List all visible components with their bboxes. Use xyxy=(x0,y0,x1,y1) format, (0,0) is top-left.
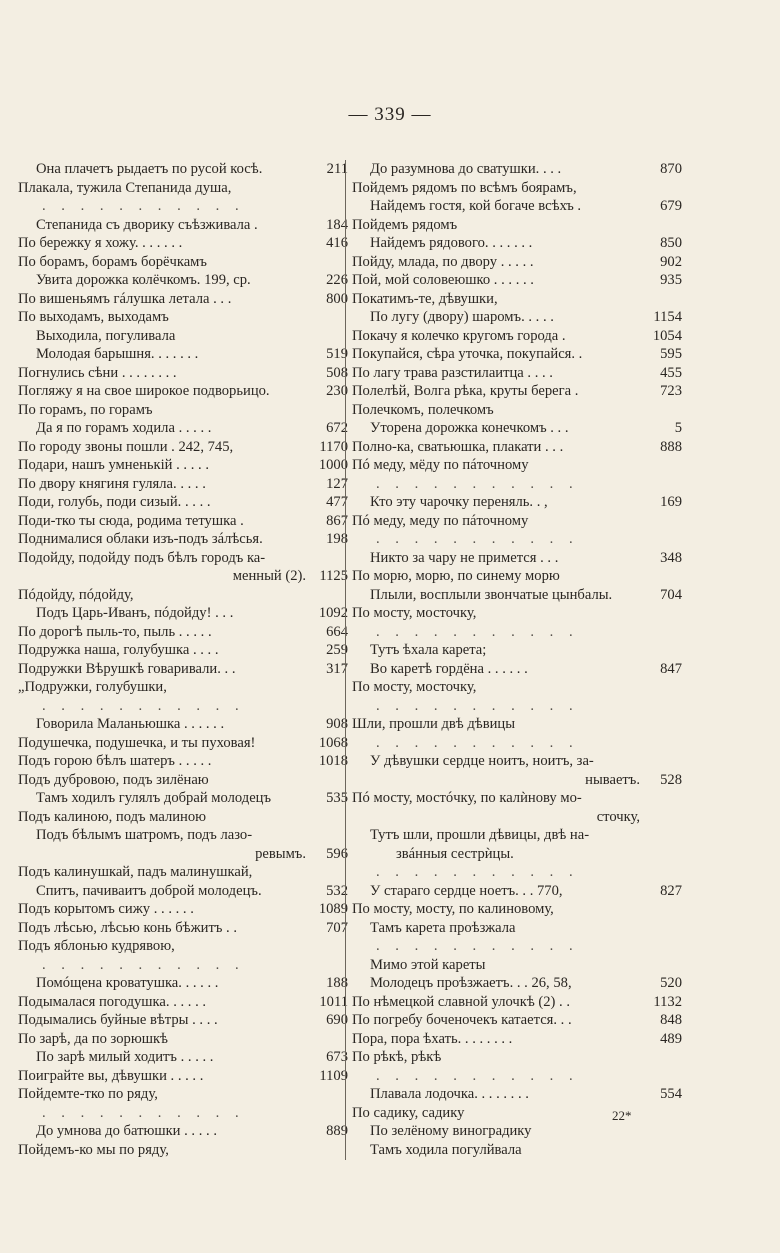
entry-number: 690 xyxy=(326,1012,348,1028)
index-entry xyxy=(18,789,348,808)
index-entry xyxy=(352,475,682,494)
entry-text: Молодая барышня. . . . . . . xyxy=(36,346,199,362)
entry-text: Тамъ ходилъ гулялъ добрай молодецъ xyxy=(36,790,272,806)
index-entry xyxy=(352,641,682,660)
entry-number: 226 xyxy=(326,272,348,288)
entry-number: 416 xyxy=(326,235,348,251)
index-entry xyxy=(18,456,348,475)
entry-text: Найдемъ рядового. . . . . . . xyxy=(370,235,533,251)
entry-text: Тамъ карета проѣзжала xyxy=(370,919,516,936)
index-entry xyxy=(352,290,682,309)
index-column-right xyxy=(352,160,682,1159)
entry-number: 1068 xyxy=(318,734,348,751)
entry-text: Подружка наша, голубушка . . . . xyxy=(18,642,219,658)
entry-number: 673 xyxy=(326,1049,348,1065)
entry-number: 317 xyxy=(326,660,348,677)
entry-number: 489 xyxy=(660,1030,682,1047)
index-column-left xyxy=(18,160,348,1159)
entry-text: Подари, нашъ умненькій . . . . . xyxy=(18,457,209,473)
index-entry xyxy=(352,863,682,882)
entry-number: 198 xyxy=(326,531,348,547)
entry-number: 259 xyxy=(326,642,348,658)
entry-number: 1018 xyxy=(318,753,348,769)
index-entry xyxy=(18,308,348,327)
entry-text: Поднималися облаки изъ-подъ зáлѣсья. xyxy=(18,531,263,547)
index-entry xyxy=(18,179,348,198)
index-entry xyxy=(18,382,348,401)
index-entry xyxy=(18,752,348,771)
index-entry xyxy=(352,586,682,605)
index-entry xyxy=(18,401,348,420)
entry-text: Пой, мой соловеюшко . . . . . . xyxy=(352,272,534,288)
entry-number: 520 xyxy=(660,975,682,991)
entry-text: По мосту, мосточку, xyxy=(352,679,477,695)
entry-text: Пойдемъ рядомъ по всѣмъ боярамъ, xyxy=(352,179,577,196)
entry-number: 679 xyxy=(660,198,682,214)
entry-text: Кто эту чарочку переняль. . , xyxy=(370,494,548,510)
index-entry xyxy=(18,364,348,383)
entry-number: 348 xyxy=(660,549,682,566)
index-entry xyxy=(352,882,682,901)
entry-number: 847 xyxy=(660,660,682,677)
entry-number: 1125 xyxy=(319,568,348,584)
entry-text: Поди-тко ты сюда, родима тетушка . xyxy=(18,512,244,529)
entry-text: . . . . . . . . . . . xyxy=(42,1104,245,1121)
entry-number: 230 xyxy=(326,383,348,399)
entry-number: 704 xyxy=(660,586,682,603)
entry-text: Подъ корытомъ сижу . . . . . . xyxy=(18,901,194,917)
entry-text: Покатимъ-те, дѣвушки, xyxy=(352,290,498,307)
index-entry xyxy=(352,604,682,623)
index-entry xyxy=(18,1141,348,1160)
index-entry xyxy=(352,623,682,642)
index-entry xyxy=(352,345,682,364)
entry-text: Говорила Маланьюшка . . . . . . xyxy=(36,716,225,732)
index-entry xyxy=(18,438,348,457)
index-entry xyxy=(352,919,682,938)
index-entry xyxy=(18,641,348,660)
index-entry xyxy=(18,993,348,1012)
index-entry xyxy=(352,197,682,216)
index-entry xyxy=(18,216,348,235)
entry-number: 664 xyxy=(326,623,348,640)
entry-text: По зелёному виноградику xyxy=(370,1123,532,1139)
entry-number: 1000 xyxy=(318,457,348,473)
entry-text: Подымалася погодушка. . . . . . xyxy=(18,993,207,1010)
entry-number: 908 xyxy=(326,716,348,732)
entry-text: . . . . . . . . . . . xyxy=(42,198,245,214)
index-entry xyxy=(18,1030,348,1049)
index-entry xyxy=(18,956,348,975)
entry-text: . . . . . . . . . . . xyxy=(376,864,579,880)
entry-text: По городу звоны пошли . 242, 745, xyxy=(18,438,234,455)
entry-number: 1170 xyxy=(319,438,348,455)
entry-text: Пó меду, меду по пáточному xyxy=(352,512,529,529)
entry-text: Тамъ ходила погулйвала xyxy=(370,1141,522,1158)
index-entry xyxy=(352,456,682,475)
entry-text: Шли, прошли двѣ дѣвицы xyxy=(352,716,516,732)
entry-number: 707 xyxy=(326,919,348,936)
index-entry xyxy=(18,1104,348,1123)
index-entry xyxy=(352,419,682,438)
index-entry xyxy=(352,771,682,790)
entry-text: Поиграйте вы, дѣвушки . . . . . xyxy=(18,1067,204,1084)
entry-text: . . . . . . . . . . . xyxy=(376,623,579,640)
index-entry xyxy=(18,845,348,864)
index-entry xyxy=(18,549,348,568)
entry-text: По дорогѣ пыль-то, пыль . . . . . xyxy=(18,623,212,640)
entry-text: Пойду, млада, по двору . . . . . xyxy=(352,253,534,270)
index-entry xyxy=(352,438,682,457)
index-entry xyxy=(18,623,348,642)
entry-number: 870 xyxy=(660,161,682,177)
entry-text: У стараго сердце ноетъ. . . 770, xyxy=(370,882,563,899)
index-entry xyxy=(352,271,682,290)
index-entry xyxy=(352,826,682,845)
entry-text: По двору княгиня гуляла. . . . . xyxy=(18,475,206,492)
index-entry xyxy=(352,179,682,198)
index-entry xyxy=(18,567,348,586)
index-entry xyxy=(18,1085,348,1104)
entry-number: 184 xyxy=(326,216,348,233)
index-entry xyxy=(352,530,682,549)
entry-number: 848 xyxy=(660,1012,682,1028)
entry-number: 535 xyxy=(326,790,348,806)
index-entry xyxy=(352,1104,682,1123)
index-entry xyxy=(352,567,682,586)
index-entry xyxy=(18,863,348,882)
entry-text: . . . . . . . . . . . xyxy=(42,697,245,714)
entry-number: 528 xyxy=(660,771,682,788)
entry-text: По зарѣ, да по зорюшкѣ xyxy=(18,1030,168,1047)
entry-text: . . . . . . . . . . . xyxy=(376,1067,579,1084)
index-entry xyxy=(352,327,682,346)
entry-text: По лагу трава разстилаитца . . . . xyxy=(352,364,553,381)
entry-number: 596 xyxy=(326,845,348,862)
entry-text: Подъ яблонью кудрявою, xyxy=(18,938,175,954)
entry-text: Покачу я колечко кругомъ города . xyxy=(352,327,566,344)
index-entry xyxy=(352,1122,682,1141)
entry-number: 867 xyxy=(326,512,348,529)
entry-text: Мимо этой кареты xyxy=(370,956,486,973)
index-entry xyxy=(18,1067,348,1086)
entry-text: Полно-ка, сватьюшка, плакати . . . xyxy=(352,438,564,455)
entry-text: . . . . . . . . . . . xyxy=(42,956,245,973)
entry-text: Выходила, погуливала xyxy=(36,327,176,344)
entry-number: 935 xyxy=(660,272,682,288)
index-entry xyxy=(352,1085,682,1104)
entry-text: До разумнова до сватушки. . . . xyxy=(370,161,562,177)
index-entry xyxy=(352,845,682,864)
entry-text: Подъ бѣлымъ шатромъ, подъ лазо- xyxy=(36,827,253,843)
entry-number: 532 xyxy=(326,882,348,899)
index-entry xyxy=(352,900,682,919)
entry-number: 508 xyxy=(326,364,348,381)
index-entry xyxy=(18,826,348,845)
entry-text: По морю, морю, по синему морю xyxy=(352,568,560,584)
entry-text: Спитъ, пачиваитъ доброй молодецъ. xyxy=(36,882,262,899)
entry-text: Плакала, тужила Степанида душа, xyxy=(18,179,232,196)
entry-number: 1089 xyxy=(318,901,348,917)
entry-text: По выходамъ, выходамъ xyxy=(18,309,169,325)
entry-text: Плыли, восплыли звончатые цынбалы. xyxy=(370,586,613,603)
entry-number: 1011 xyxy=(319,993,348,1010)
entry-number: 827 xyxy=(660,882,682,899)
entry-text: Да я по горамъ ходила . . . . . xyxy=(36,420,212,436)
index-entry xyxy=(352,937,682,956)
entry-text: Пора, пора ѣхать. . . . . . . . xyxy=(352,1030,513,1047)
index-entry xyxy=(18,900,348,919)
entry-text: Поди, голубь, поди сизый. . . . . xyxy=(18,494,211,510)
entry-text: Подружки Вѣрушкѣ говаривали. . . xyxy=(18,660,236,677)
entry-number: 519 xyxy=(326,346,348,362)
index-entry xyxy=(352,549,682,568)
index-entry xyxy=(352,678,682,697)
entry-text: Пойдемъ-ко мы по ряду, xyxy=(18,1141,169,1158)
entry-text: Тутъ ѣхала карета; xyxy=(370,642,487,658)
entry-text: Полечкомъ, полечкомъ xyxy=(352,401,494,418)
entry-number: 455 xyxy=(660,364,682,381)
entry-text: Подъ калинушкай, падъ малинушкай, xyxy=(18,864,253,880)
index-entry xyxy=(18,1011,348,1030)
entry-number: 800 xyxy=(326,290,348,307)
entry-number: 850 xyxy=(660,235,682,251)
entry-text: Уторена дорожка конечкомъ . . . xyxy=(370,420,569,436)
entry-text: По мосту, мосту, по калиновому, xyxy=(352,901,554,917)
entry-number: 5 xyxy=(674,420,682,436)
entry-text: Во каретѣ гордёна . . . . . . xyxy=(370,660,528,677)
index-entry xyxy=(18,586,348,605)
index-entry xyxy=(18,290,348,309)
entry-text: . . . . . . . . . . . xyxy=(376,531,579,547)
entry-text: . . . . . . . . . . . xyxy=(376,734,579,751)
entry-number: 554 xyxy=(660,1086,682,1102)
entry-text: Подъ горою бѣлъ шатеръ . . . . . xyxy=(18,753,212,769)
index-entry xyxy=(18,493,348,512)
index-entry xyxy=(18,1122,348,1141)
entry-text: Подъ калиною, подъ малиною xyxy=(18,808,207,825)
entry-number: 477 xyxy=(326,494,348,510)
index-entry xyxy=(352,364,682,383)
index-entry xyxy=(18,345,348,364)
index-entry xyxy=(18,271,348,290)
index-entry xyxy=(18,734,348,753)
index-entry xyxy=(352,715,682,734)
entry-text: Пойдемте-тко по ряду, xyxy=(18,1086,158,1102)
entry-number: 1054 xyxy=(652,327,682,344)
entry-text: У дѣвушки сердце ноитъ, ноитъ, за- xyxy=(370,753,594,769)
index-entry xyxy=(18,253,348,272)
entry-text: Подъ дубровою, подъ зилёнаю xyxy=(18,771,209,788)
entry-text: Молодецъ проѣзжаетъ. . . 26, 58, xyxy=(370,975,572,991)
index-entry xyxy=(18,512,348,531)
entry-text: Подымались буйные вѣтры . . . . xyxy=(18,1012,218,1028)
index-entry xyxy=(352,1048,682,1067)
index-entry xyxy=(18,715,348,734)
index-entry xyxy=(352,512,682,531)
entry-text: По борамъ, борамъ борёчкамъ xyxy=(18,253,207,270)
entry-text: . . . . . . . . . . . xyxy=(376,697,579,714)
entry-text: По рѣкѣ, рѣкѣ xyxy=(352,1049,442,1065)
entry-number: 1154 xyxy=(653,309,682,325)
index-entry xyxy=(352,660,682,679)
entry-text: нываетъ. xyxy=(585,771,640,788)
index-entry xyxy=(18,160,348,179)
entry-number: 169 xyxy=(660,494,682,510)
entry-text: Увита дорожка колёчкомъ. 199, ср. xyxy=(36,272,251,288)
entry-number: 723 xyxy=(660,383,682,399)
entry-number: 211 xyxy=(326,161,348,177)
entry-text: ревымъ. xyxy=(255,845,306,862)
index-entry xyxy=(18,919,348,938)
entry-text: Пойдемъ рядомъ xyxy=(352,216,458,233)
entry-text: Найдемъ гостя, кой богаче всѣхъ . xyxy=(370,198,582,214)
column-divider xyxy=(345,160,346,1160)
entry-text: Она плачетъ рыдаетъ по русой косѣ. xyxy=(36,161,263,177)
index-entry xyxy=(352,1030,682,1049)
entry-text: Помóщена кроватушка. . . . . . xyxy=(36,975,219,991)
index-entry xyxy=(352,1011,682,1030)
index-entry xyxy=(352,382,682,401)
index-entry xyxy=(18,808,348,827)
entry-text: . . . . . . . . . . . xyxy=(376,475,579,492)
index-entry xyxy=(352,493,682,512)
index-entry xyxy=(352,308,682,327)
entry-text: Подойду, подойду подъ бѣлъ городъ ка- xyxy=(18,549,266,566)
index-entry xyxy=(18,697,348,716)
entry-number: 1109 xyxy=(319,1067,348,1084)
index-entry xyxy=(352,752,682,771)
index-entry xyxy=(352,956,682,975)
entry-text: „Подружки, голубушки, xyxy=(18,679,167,695)
entry-text: По мосту, мосточку, xyxy=(352,605,477,621)
page-number: — 339 — xyxy=(348,104,432,125)
entry-text: Подъ Царь-Иванъ, пóдойду! . . . xyxy=(36,605,234,621)
entry-text: Погляжу я на свое широкое подворьицо. xyxy=(18,383,270,399)
index-entry xyxy=(18,197,348,216)
printer-signature: 22* xyxy=(612,1108,632,1123)
entry-text: По нѣмецкой славной улочкѣ (2) . . xyxy=(352,993,571,1010)
index-entry xyxy=(352,808,682,827)
index-entry xyxy=(352,993,682,1012)
index-entry xyxy=(18,882,348,901)
entry-text: Плавала лодочка. . . . . . . . xyxy=(370,1086,529,1102)
entry-text: Пóдойду, пóдойду, xyxy=(18,586,134,603)
index-entry xyxy=(18,327,348,346)
entry-text: сточку, xyxy=(596,808,640,825)
entry-text: По вишеньямъ гáлушка летала . . . xyxy=(18,290,232,307)
index-entry xyxy=(352,974,682,993)
entry-text: Подушечка, подушечка, и ты пуховая! xyxy=(18,734,256,751)
entry-text: . . . . . . . . . . . xyxy=(376,938,579,954)
index-entry xyxy=(352,789,682,808)
entry-text: По зарѣ милый ходитъ . . . . . xyxy=(36,1049,214,1065)
entry-number: 672 xyxy=(326,420,348,436)
index-entry xyxy=(352,697,682,716)
index-entry xyxy=(18,660,348,679)
entry-text: менный (2). xyxy=(232,568,306,584)
index-entry xyxy=(18,937,348,956)
entry-number: 889 xyxy=(326,1123,348,1139)
index-entry xyxy=(18,1048,348,1067)
entry-text: Пó меду, мёду по пáточному xyxy=(352,457,529,473)
index-entry xyxy=(352,216,682,235)
entry-text: звáнныя сестрѝцы. xyxy=(396,845,514,862)
index-entry xyxy=(18,678,348,697)
entry-text: До умнова до батюшки . . . . . xyxy=(36,1123,217,1139)
index-entry xyxy=(352,734,682,753)
entry-text: По горамъ, по горамъ xyxy=(18,401,153,418)
entry-text: Покупайся, сѣра уточка, покупайся. . xyxy=(352,346,583,362)
index-entry xyxy=(18,475,348,494)
entry-text: По бережку я хожу. . . . . . . xyxy=(18,235,183,251)
index-entry xyxy=(352,1141,682,1160)
entry-number: 595 xyxy=(660,346,682,362)
entry-text: Полелѣй, Волга рѣка, круты берега . xyxy=(352,383,579,399)
index-entry xyxy=(18,771,348,790)
entry-text: Погнулись сѣни . . . . . . . . xyxy=(18,364,177,381)
index-entry xyxy=(352,1067,682,1086)
entry-number: 188 xyxy=(326,975,348,991)
index-entry xyxy=(18,234,348,253)
entry-text: Пó мосту, мостóчку, по калѝнову мо- xyxy=(352,790,582,806)
index-entry xyxy=(352,160,682,179)
entry-text: Степанида съ дворику съѣзживала . xyxy=(36,216,258,233)
entry-number: 902 xyxy=(660,253,682,270)
entry-text: По лугу (двору) шаромъ. . . . . xyxy=(370,309,554,325)
index-entry xyxy=(352,253,682,272)
entry-text: Подъ лѣсью, лѣсью конь бѣжитъ . . xyxy=(18,919,237,936)
entry-number: 127 xyxy=(326,475,348,492)
index-entry xyxy=(18,604,348,623)
index-entry xyxy=(352,401,682,420)
index-entry xyxy=(18,419,348,438)
index-entry xyxy=(18,530,348,549)
entry-number: 888 xyxy=(660,438,682,455)
entry-text: По погребу боченочекъ катается. . . xyxy=(352,1012,572,1028)
entry-number: 1092 xyxy=(318,605,348,621)
entry-number: 1132 xyxy=(653,993,682,1010)
entry-text: Никто за чару не примется . . . xyxy=(370,549,559,566)
index-entry xyxy=(352,234,682,253)
entry-text: Тутъ шли, прошли дѣвицы, двѣ на- xyxy=(370,827,590,843)
entry-text: По садику, садику xyxy=(352,1104,465,1121)
index-entry xyxy=(18,974,348,993)
